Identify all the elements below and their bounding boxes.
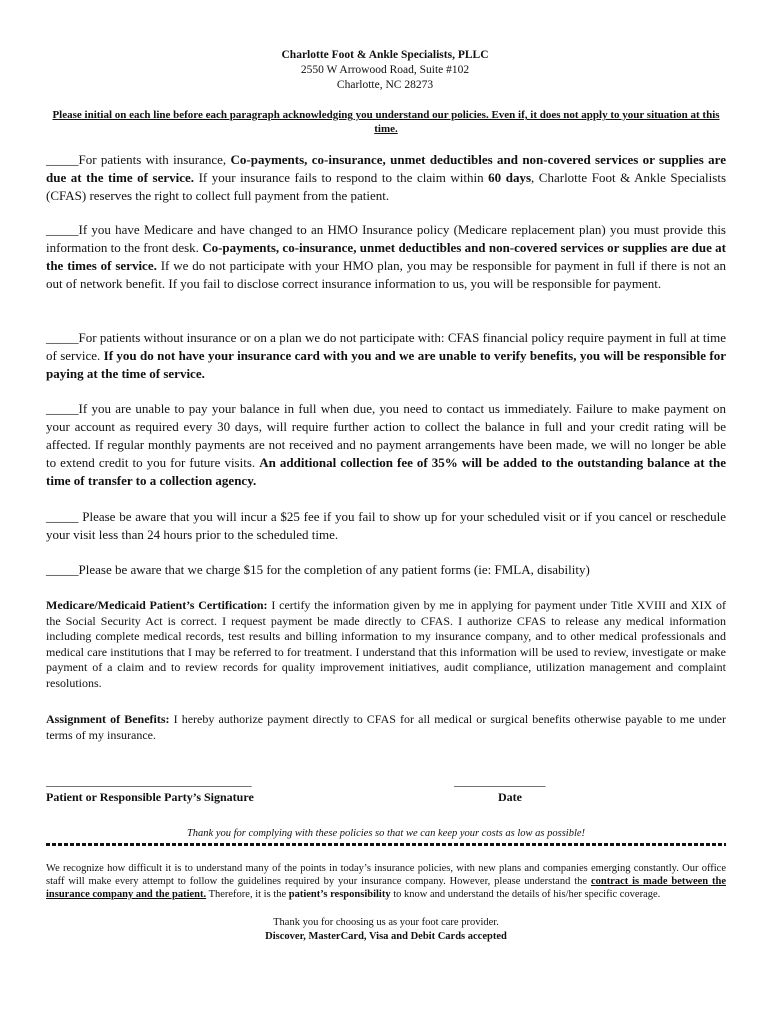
policy-paragraph-forms-fee	[46, 561, 726, 579]
initial-blank[interactable]: _____	[46, 562, 79, 577]
policy-paragraph-balance	[46, 400, 726, 490]
policy-paragraph-no-show-fee	[46, 508, 726, 544]
date-label: Date	[498, 790, 522, 804]
letterhead	[0, 48, 770, 93]
initial-blank[interactable]: _____	[46, 222, 79, 237]
policy-paragraph-no-insurance	[46, 329, 726, 383]
paragraph-text: Please be aware that we charge $15 for the completion of any patient forms (ie: FMLA, disability)	[78, 562, 590, 577]
address-line-2: Charlotte, NC 28273	[336, 79, 434, 91]
paragraph-text: If your insurance fails to respond to the claim within	[194, 170, 489, 185]
initial-instruction: Please initial on each line before each paragraph acknowledging you understand our policies. Even if, it does not apply to your situation at this time.	[52, 109, 720, 135]
paragraph-text: If you are unable to pay your balance in full when due, you need to contact us immediately. Failure to make payment on your account as required every 30 days, will require further action to collect the balance in full and your credit rating will be affected. If regular monthly payments are not received and no payment arrangements have been made, we will no longer be able to extend credit to you for future visits.	[46, 401, 726, 470]
note-text: Therefore, it is the	[206, 889, 289, 900]
initial-blank[interactable]: _____	[46, 152, 79, 167]
paragraph-emphasis: 60 days	[488, 170, 531, 185]
company-name: Charlotte Foot & Ankle Specialists, PLLC	[281, 49, 489, 61]
paragraph-text: If we do not participate with your HMO plan, you may be responsible for payment in full if there is not an out of network benefit. If you fail to disclose correct insurance information to us, you will be responsible for payment.	[46, 258, 726, 291]
note-emphasis-contract: contract is made between the insurance company and the patient.	[46, 876, 726, 900]
accepted-cards: Discover, MasterCard, Visa and Debit Cards accepted	[265, 931, 507, 942]
signature-label: Patient or Responsible Party’s Signature	[46, 790, 254, 804]
paragraph-text: , Charlotte Foot & Ankle Specialists (CFAS) reserves the right to collect full payment from the patient.	[46, 170, 726, 203]
policy-paragraph-insurance	[46, 151, 726, 205]
note-text: We recognize how difficult it is to understand many of the points in today’s insurance policies, with new plans and companies emerging constantly. Our office staff will make every attempt to follow the guidelines required by your insurance company. However, please understand the	[46, 863, 726, 887]
medicare-certification	[46, 598, 726, 691]
paragraph-text: If you have Medicare and have changed to an HMO Insurance policy (Medicare replacement plan) you must provide this information to the front desk.	[46, 222, 726, 255]
paragraph-emphasis: Co-payments, co-insurance, unmet deductibles and non-covered services or supplies are due at the time of service.	[46, 152, 726, 185]
note-emphasis-responsibility: patient’s responsibility	[288, 889, 391, 900]
insurance-note	[46, 862, 726, 901]
date-line[interactable]: ________________	[454, 774, 546, 788]
assignment-text: I hereby authorize payment directly to CFAS for all medical or surgical benefits otherwise payable to me under terms of my insurance.	[46, 712, 727, 742]
initial-blank[interactable]: _____	[46, 330, 79, 345]
signature-line[interactable]: ____________________________________	[46, 774, 252, 788]
thanks-note: Thank you for complying with these policies so that we can keep your costs as low as possible!	[186, 828, 586, 839]
assignment-label: Assignment of Benefits:	[46, 712, 170, 726]
dotted-divider	[46, 843, 726, 846]
paragraph-emphasis: Co-payments, co-insurance, unmet deductibles and non-covered services or supplies are due at the times of service.	[46, 240, 727, 273]
certification-label: Medicare/Medicaid Patient’s Certification:	[46, 598, 268, 612]
address-line-1: 2550 W Arrowood Road, Suite #102	[300, 64, 470, 76]
paragraph-text: For patients without insurance or on a plan we do not participate with: CFAS financial policy require payment in full at time of service.	[46, 330, 726, 363]
paragraph-text: Please be aware that you will incur a $25 fee if you fail to show up for your scheduled visit or if you cancel or reschedule your visit less than 24 hours prior to the scheduled time.	[46, 509, 726, 542]
paragraph-emphasis: If you do not have your insurance card with you and we are unable to verify benefits, you will be responsible for paying at the time of service.	[46, 348, 727, 381]
certification-text: I certify the information given by me in applying for payment under Title XVIII and XIX of the Social Security Act is correct. I request payment be made directly to CFAS. I authorize CFAS to release any medical information including complete medical records, test results and billing information to my insurance company, and to other medical professionals and medical care institutions that I may be referred to for treatment. I understand that this information will be used to review, investigate or make payment of a claim and to review records for quality improvement initiatives, audit compliance, utilization management and complaint resolutions.	[46, 598, 726, 690]
paragraph-text: For patients with insurance,	[78, 152, 231, 167]
initial-blank[interactable]: _____	[46, 401, 79, 416]
policy-paragraph-medicare-hmo	[46, 221, 726, 293]
initial-blank[interactable]: _____	[46, 509, 79, 524]
assignment-of-benefits	[46, 712, 726, 743]
paragraph-emphasis: An additional collection fee of 35% will be added to the outstanding balance at the time of transfer to a collection agency.	[46, 455, 726, 488]
note-text: to know and understand the details of his/her specific coverage.	[390, 889, 661, 900]
closing-thanks: Thank you for choosing us as your foot care provider.	[273, 917, 499, 928]
